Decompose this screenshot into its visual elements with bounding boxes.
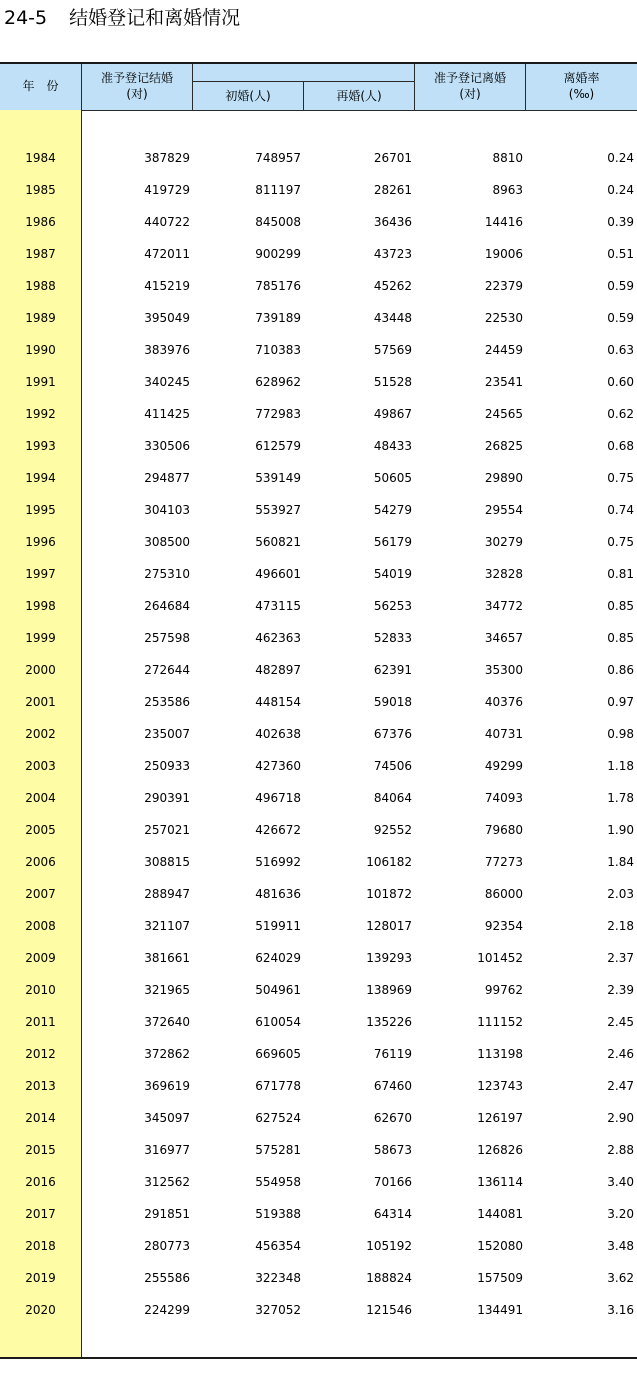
value-cell: 126197 xyxy=(477,1111,523,1125)
table-row xyxy=(0,878,637,910)
value-cell: 321107 xyxy=(144,919,190,933)
table-row xyxy=(0,398,637,430)
value-cell: 426672 xyxy=(255,823,301,837)
value-cell: 111152 xyxy=(477,1015,523,1029)
header-first-marriage: 初婚(人) xyxy=(225,89,271,103)
header-sub-rule xyxy=(192,81,414,82)
table-row xyxy=(0,302,637,334)
value-cell: 105192 xyxy=(366,1239,412,1253)
table-row xyxy=(0,206,637,238)
value-cell: 811197 xyxy=(255,183,301,197)
value-cell: 257598 xyxy=(144,631,190,645)
value-cell: 264684 xyxy=(144,599,190,613)
value-cell: 275310 xyxy=(144,567,190,581)
table-row xyxy=(0,1006,637,1038)
value-cell: 253586 xyxy=(144,695,190,709)
value-cell: 74093 xyxy=(484,791,523,805)
value-cell: 19006 xyxy=(484,247,523,261)
value-cell: 121546 xyxy=(366,1303,412,1317)
value-cell: 496601 xyxy=(255,567,301,581)
value-cell: 28261 xyxy=(373,183,412,197)
value-cell: 0.60 xyxy=(607,375,634,389)
value-cell: 51528 xyxy=(373,375,412,389)
value-cell: 669605 xyxy=(255,1047,301,1061)
value-cell: 64314 xyxy=(373,1207,412,1221)
value-cell: 294877 xyxy=(144,471,190,485)
table-row xyxy=(0,270,637,302)
value-cell: 59018 xyxy=(373,695,412,709)
table-bottom-rule xyxy=(0,1357,637,1359)
value-cell: 610054 xyxy=(255,1015,301,1029)
header-divorce-rate-unit: (‰) xyxy=(568,87,595,101)
value-cell: 516992 xyxy=(255,855,301,869)
year-cell: 2010 xyxy=(25,983,56,997)
value-cell: 304103 xyxy=(144,503,190,517)
value-cell: 99762 xyxy=(484,983,523,997)
value-cell: 482897 xyxy=(255,663,301,677)
table-row xyxy=(0,526,637,558)
value-cell: 22379 xyxy=(484,279,523,293)
header-bottom-rule xyxy=(0,110,637,111)
value-cell: 136114 xyxy=(477,1175,523,1189)
value-cell: 440722 xyxy=(144,215,190,229)
value-cell: 62670 xyxy=(373,1111,412,1125)
table-row xyxy=(0,686,637,718)
value-cell: 2.88 xyxy=(607,1143,634,1157)
year-cell: 2014 xyxy=(25,1111,56,1125)
header-year: 年 份 xyxy=(22,79,59,93)
value-cell: 56179 xyxy=(373,535,412,549)
value-cell: 0.24 xyxy=(607,151,634,165)
value-cell: 372862 xyxy=(144,1047,190,1061)
value-cell: 2.03 xyxy=(607,887,634,901)
year-cell: 1987 xyxy=(25,247,56,261)
value-cell: 2.39 xyxy=(607,983,634,997)
value-cell: 472011 xyxy=(144,247,190,261)
year-cell: 2008 xyxy=(25,919,56,933)
value-cell: 330506 xyxy=(144,439,190,453)
table-row xyxy=(0,174,637,206)
value-cell: 45262 xyxy=(373,279,412,293)
value-cell: 3.40 xyxy=(607,1175,634,1189)
year-cell: 2020 xyxy=(25,1303,56,1317)
table-row xyxy=(0,1102,637,1134)
value-cell: 0.75 xyxy=(607,471,634,485)
value-cell: 411425 xyxy=(144,407,190,421)
value-cell: 29890 xyxy=(484,471,523,485)
table-row xyxy=(0,238,637,270)
value-cell: 49299 xyxy=(484,759,523,773)
value-cell: 34772 xyxy=(484,599,523,613)
value-cell: 387829 xyxy=(144,151,190,165)
value-cell: 257021 xyxy=(144,823,190,837)
value-cell: 291851 xyxy=(144,1207,190,1221)
year-cell: 1992 xyxy=(25,407,56,421)
value-cell: 395049 xyxy=(144,311,190,325)
value-cell: 554958 xyxy=(255,1175,301,1189)
year-cell: 2012 xyxy=(25,1047,56,1061)
value-cell: 188824 xyxy=(366,1271,412,1285)
table-row xyxy=(0,1134,637,1166)
value-cell: 0.81 xyxy=(607,567,634,581)
value-cell: 772983 xyxy=(255,407,301,421)
value-cell: 106182 xyxy=(366,855,412,869)
value-cell: 3.48 xyxy=(607,1239,634,1253)
value-cell: 35300 xyxy=(484,663,523,677)
value-cell: 345097 xyxy=(144,1111,190,1125)
value-cell: 0.74 xyxy=(607,503,634,517)
year-cell: 2009 xyxy=(25,951,56,965)
year-cell: 2019 xyxy=(25,1271,56,1285)
value-cell: 496718 xyxy=(255,791,301,805)
value-cell: 24459 xyxy=(484,343,523,357)
value-cell: 321965 xyxy=(144,983,190,997)
value-cell: 3.62 xyxy=(607,1271,634,1285)
value-cell: 57569 xyxy=(373,343,412,357)
value-cell: 79680 xyxy=(484,823,523,837)
header-marriage-unit: (对) xyxy=(126,87,148,101)
table-row xyxy=(0,814,637,846)
value-cell: 49867 xyxy=(373,407,412,421)
value-cell: 152080 xyxy=(477,1239,523,1253)
value-cell: 92552 xyxy=(373,823,412,837)
value-cell: 2.46 xyxy=(607,1047,634,1061)
header-divider xyxy=(303,81,304,110)
value-cell: 123743 xyxy=(477,1079,523,1093)
table-row xyxy=(0,910,637,942)
value-cell: 0.62 xyxy=(607,407,634,421)
value-cell: 419729 xyxy=(144,183,190,197)
value-cell: 40731 xyxy=(484,727,523,741)
year-cell: 1986 xyxy=(25,215,56,229)
value-cell: 76119 xyxy=(373,1047,412,1061)
table-row xyxy=(0,558,637,590)
value-cell: 84064 xyxy=(373,791,412,805)
value-cell: 0.98 xyxy=(607,727,634,741)
value-cell: 327052 xyxy=(255,1303,301,1317)
value-cell: 290391 xyxy=(144,791,190,805)
value-cell: 2.90 xyxy=(607,1111,634,1125)
value-cell: 43448 xyxy=(373,311,412,325)
value-cell: 54019 xyxy=(373,567,412,581)
header-marriage-pairs: 准予登记结婚 xyxy=(100,71,173,85)
value-cell: 26825 xyxy=(484,439,523,453)
value-cell: 67376 xyxy=(373,727,412,741)
value-cell: 845008 xyxy=(255,215,301,229)
value-cell: 0.97 xyxy=(607,695,634,709)
table-row xyxy=(0,1038,637,1070)
value-cell: 473115 xyxy=(255,599,301,613)
table-row xyxy=(0,622,637,654)
value-cell: 224299 xyxy=(144,1303,190,1317)
value-cell: 427360 xyxy=(255,759,301,773)
year-cell: 2007 xyxy=(25,887,56,901)
value-cell: 29554 xyxy=(484,503,523,517)
value-cell: 748957 xyxy=(255,151,301,165)
value-cell: 0.85 xyxy=(607,599,634,613)
table-row xyxy=(0,142,637,174)
value-cell: 24565 xyxy=(484,407,523,421)
value-cell: 560821 xyxy=(255,535,301,549)
value-cell: 312562 xyxy=(144,1175,190,1189)
value-cell: 113198 xyxy=(477,1047,523,1061)
table-row xyxy=(0,590,637,622)
table-row xyxy=(0,654,637,686)
year-cell: 1988 xyxy=(25,279,56,293)
value-cell: 32828 xyxy=(484,567,523,581)
value-cell: 235007 xyxy=(144,727,190,741)
value-cell: 1.18 xyxy=(607,759,634,773)
table-number: 24-5 xyxy=(4,7,48,29)
value-cell: 369619 xyxy=(144,1079,190,1093)
value-cell: 372640 xyxy=(144,1015,190,1029)
value-cell: 139293 xyxy=(366,951,412,965)
year-cell: 1999 xyxy=(25,631,56,645)
value-cell: 144081 xyxy=(477,1207,523,1221)
value-cell: 92354 xyxy=(484,919,523,933)
value-cell: 1.90 xyxy=(607,823,634,837)
value-cell: 52833 xyxy=(373,631,412,645)
year-cell: 1998 xyxy=(25,599,56,613)
table-row xyxy=(0,974,637,1006)
value-cell: 0.63 xyxy=(607,343,634,357)
value-cell: 0.68 xyxy=(607,439,634,453)
value-cell: 2.47 xyxy=(607,1079,634,1093)
year-cell: 2016 xyxy=(25,1175,56,1189)
value-cell: 462363 xyxy=(255,631,301,645)
year-cell: 2003 xyxy=(25,759,56,773)
value-cell: 272644 xyxy=(144,663,190,677)
value-cell: 0.51 xyxy=(607,247,634,261)
value-cell: 70166 xyxy=(373,1175,412,1189)
table-row xyxy=(0,1166,637,1198)
value-cell: 54279 xyxy=(373,503,412,517)
value-cell: 504961 xyxy=(255,983,301,997)
value-cell: 280773 xyxy=(144,1239,190,1253)
value-cell: 785176 xyxy=(255,279,301,293)
value-cell: 58673 xyxy=(373,1143,412,1157)
value-cell: 575281 xyxy=(255,1143,301,1157)
value-cell: 36436 xyxy=(373,215,412,229)
value-cell: 402638 xyxy=(255,727,301,741)
value-cell: 250933 xyxy=(144,759,190,773)
value-cell: 23541 xyxy=(484,375,523,389)
header-divorce-unit: (对) xyxy=(459,87,481,101)
value-cell: 77273 xyxy=(484,855,523,869)
year-cell: 2002 xyxy=(25,727,56,741)
value-cell: 448154 xyxy=(255,695,301,709)
value-cell: 3.16 xyxy=(607,1303,634,1317)
table-row xyxy=(0,718,637,750)
table-row xyxy=(0,1198,637,1230)
value-cell: 519388 xyxy=(255,1207,301,1221)
header-divorce-rate: 离婚率 xyxy=(563,71,600,85)
table-row xyxy=(0,1230,637,1262)
value-cell: 2.18 xyxy=(607,919,634,933)
header-divider xyxy=(414,64,415,110)
value-cell: 74506 xyxy=(373,759,412,773)
year-cell: 2011 xyxy=(25,1015,56,1029)
year-cell: 2004 xyxy=(25,791,56,805)
value-cell: 34657 xyxy=(484,631,523,645)
value-cell: 308815 xyxy=(144,855,190,869)
year-cell: 2000 xyxy=(25,663,56,677)
year-cell: 1993 xyxy=(25,439,56,453)
table-row xyxy=(0,1262,637,1294)
header-remarriage: 再婚(人) xyxy=(336,89,382,103)
year-cell: 2001 xyxy=(25,695,56,709)
year-cell: 1996 xyxy=(25,535,56,549)
value-cell: 67460 xyxy=(373,1079,412,1093)
year-cell: 2015 xyxy=(25,1143,56,1157)
value-cell: 900299 xyxy=(255,247,301,261)
value-cell: 1.78 xyxy=(607,791,634,805)
value-cell: 14416 xyxy=(484,215,523,229)
value-cell: 40376 xyxy=(484,695,523,709)
value-cell: 2.37 xyxy=(607,951,634,965)
value-cell: 519911 xyxy=(255,919,301,933)
value-cell: 710383 xyxy=(255,343,301,357)
table-title: 结婚登记和离婚情况 xyxy=(69,7,241,29)
year-cell: 2005 xyxy=(25,823,56,837)
value-cell: 26701 xyxy=(373,151,412,165)
value-cell: 43723 xyxy=(373,247,412,261)
table-row xyxy=(0,430,637,462)
value-cell: 2.45 xyxy=(607,1015,634,1029)
header-divorce-pairs: 准予登记离婚 xyxy=(433,71,506,85)
value-cell: 456354 xyxy=(255,1239,301,1253)
header-divider xyxy=(192,64,193,110)
value-cell: 739189 xyxy=(255,311,301,325)
year-cell: 1990 xyxy=(25,343,56,357)
year-cell: 2006 xyxy=(25,855,56,869)
value-cell: 30279 xyxy=(484,535,523,549)
value-cell: 8810 xyxy=(492,151,523,165)
value-cell: 612579 xyxy=(255,439,301,453)
value-cell: 322348 xyxy=(255,1271,301,1285)
year-cell: 1984 xyxy=(25,151,56,165)
table-row xyxy=(0,1070,637,1102)
value-cell: 627524 xyxy=(255,1111,301,1125)
value-cell: 3.20 xyxy=(607,1207,634,1221)
value-cell: 22530 xyxy=(484,311,523,325)
table-row xyxy=(0,750,637,782)
page-title xyxy=(4,6,240,30)
year-cell: 1991 xyxy=(25,375,56,389)
value-cell: 1.84 xyxy=(607,855,634,869)
value-cell: 0.59 xyxy=(607,311,634,325)
value-cell: 539149 xyxy=(255,471,301,485)
value-cell: 50605 xyxy=(373,471,412,485)
value-cell: 255586 xyxy=(144,1271,190,1285)
value-cell: 628962 xyxy=(255,375,301,389)
value-cell: 340245 xyxy=(144,375,190,389)
table-row xyxy=(0,1294,637,1326)
value-cell: 56253 xyxy=(373,599,412,613)
year-cell: 2018 xyxy=(25,1239,56,1253)
value-cell: 134491 xyxy=(477,1303,523,1317)
year-cell: 1989 xyxy=(25,311,56,325)
year-cell: 2013 xyxy=(25,1079,56,1093)
value-cell: 48433 xyxy=(373,439,412,453)
value-cell: 288947 xyxy=(144,887,190,901)
table-row xyxy=(0,942,637,974)
value-cell: 383976 xyxy=(144,343,190,357)
table-row xyxy=(0,782,637,814)
year-cell: 1995 xyxy=(25,503,56,517)
value-cell: 138969 xyxy=(366,983,412,997)
value-cell: 8963 xyxy=(492,183,523,197)
value-cell: 624029 xyxy=(255,951,301,965)
value-cell: 671778 xyxy=(255,1079,301,1093)
year-cell: 1997 xyxy=(25,567,56,581)
header-divider xyxy=(525,64,526,110)
value-cell: 481636 xyxy=(255,887,301,901)
year-cell: 1985 xyxy=(25,183,56,197)
value-cell: 0.85 xyxy=(607,631,634,645)
value-cell: 101872 xyxy=(366,887,412,901)
value-cell: 128017 xyxy=(366,919,412,933)
table-row xyxy=(0,462,637,494)
value-cell: 553927 xyxy=(255,503,301,517)
value-cell: 101452 xyxy=(477,951,523,965)
value-cell: 0.24 xyxy=(607,183,634,197)
value-cell: 316977 xyxy=(144,1143,190,1157)
table-row xyxy=(0,846,637,878)
value-cell: 126826 xyxy=(477,1143,523,1157)
value-cell: 157509 xyxy=(477,1271,523,1285)
table-row xyxy=(0,334,637,366)
value-cell: 0.39 xyxy=(607,215,634,229)
value-cell: 0.59 xyxy=(607,279,634,293)
value-cell: 381661 xyxy=(144,951,190,965)
value-cell: 62391 xyxy=(373,663,412,677)
year-cell: 1994 xyxy=(25,471,56,485)
value-cell: 0.75 xyxy=(607,535,634,549)
value-cell: 135226 xyxy=(366,1015,412,1029)
header-divider xyxy=(81,64,82,110)
value-cell: 0.86 xyxy=(607,663,634,677)
table-row xyxy=(0,366,637,398)
value-cell: 86000 xyxy=(484,887,523,901)
value-cell: 415219 xyxy=(144,279,190,293)
table-row xyxy=(0,494,637,526)
value-cell: 308500 xyxy=(144,535,190,549)
year-cell: 2017 xyxy=(25,1207,56,1221)
